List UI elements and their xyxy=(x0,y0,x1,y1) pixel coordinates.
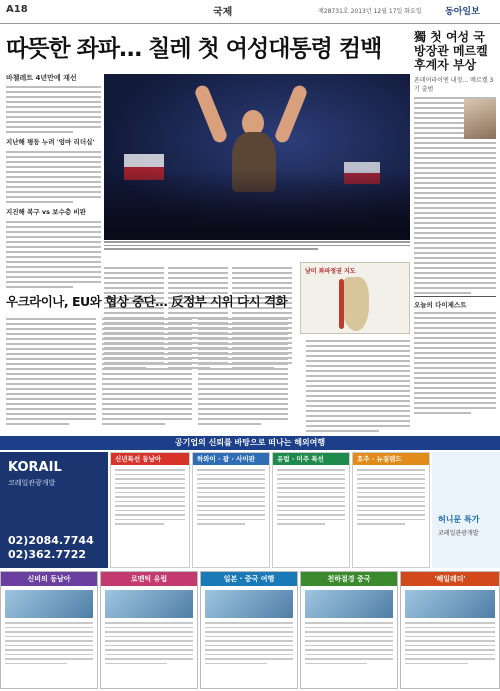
sidebar-headline: 獨 첫 여성 국방장관 메르켈 후계자 부상 xyxy=(414,30,488,72)
bottom-ad[interactable] xyxy=(200,571,298,689)
second-headline: 우크라이나, EU와 협상 중단… 反정부 시위 다시 격화 xyxy=(6,294,288,309)
sidebar-portrait xyxy=(464,99,496,139)
raised-arm xyxy=(193,84,228,145)
ad-photo xyxy=(205,590,293,618)
lead-column-1 xyxy=(6,86,101,291)
ad-panel-title: 호주 · 뉴질랜드 xyxy=(353,453,429,465)
ad-panel[interactable] xyxy=(272,452,350,568)
photo-caption xyxy=(104,241,410,261)
bottom-ad-title: 로맨틱 유럽 xyxy=(101,572,197,586)
page-header xyxy=(0,0,500,24)
honeymoon-sub: 코레일관광개발 xyxy=(438,530,479,537)
body-text xyxy=(6,151,101,203)
ad-photo xyxy=(305,590,393,618)
ad-photo xyxy=(405,590,495,618)
ad-photo xyxy=(5,590,93,618)
second-column-2 xyxy=(102,318,192,428)
second-column-3 xyxy=(198,318,288,428)
korail-subtitle: 코레일관광개발 xyxy=(8,479,56,487)
honeymoon-ad[interactable] xyxy=(432,452,500,568)
ad-panel[interactable] xyxy=(352,452,430,568)
second-column-4 xyxy=(306,340,410,435)
bottom-ad-title: 신비의 동남아 xyxy=(1,572,97,586)
korail-logo: KORAIL xyxy=(8,460,62,475)
second-column-1 xyxy=(6,318,96,428)
lead-headline: 따뜻한 좌파… 칠레 첫 여성대통령 컴백 xyxy=(6,36,382,62)
section-title: 국제 xyxy=(213,7,233,18)
chile-highlight xyxy=(339,279,344,329)
sidebar-story xyxy=(414,30,496,297)
bottom-ad[interactable] xyxy=(100,571,198,689)
bottom-ad-title: 일본 · 중국 여행 xyxy=(201,572,297,586)
lead-photo xyxy=(104,74,410,240)
honeymoon-title: 허니문 특가 xyxy=(438,515,480,524)
ad-panel-title: 유럽 · 미주 특선 xyxy=(273,453,349,465)
ad-panel[interactable] xyxy=(110,452,190,568)
bottom-ad-title: 천하절경 중국 xyxy=(301,572,397,586)
korail-phone-1: 02)2084.7744 xyxy=(8,534,94,547)
sidebar-kicker: 폰데어라이엔 내정… 메르켈 3기 출범 xyxy=(414,77,494,93)
lead-kicker: 바첼레트 4년만에 재선 xyxy=(6,74,77,82)
ad-banner[interactable]: 공기업의 신뢰를 바탕으로 떠나는 해외여행 xyxy=(0,436,500,450)
lead-subhead-2: 지진해 복구 vs 보수층 비판 xyxy=(6,208,86,216)
newspaper-logo: 동아일보 xyxy=(445,7,480,17)
crowd-silhouette xyxy=(104,170,410,240)
bottom-ad-title: '해일레더' xyxy=(401,572,499,586)
ad-panel[interactable] xyxy=(192,452,270,568)
body-text xyxy=(6,221,101,288)
map-graphic xyxy=(300,262,410,334)
digest-title: 오늘의 다이제스트 xyxy=(414,301,467,309)
ad-panel-title: 하와이 · 괌 · 사이판 xyxy=(193,453,269,465)
ad-photo xyxy=(105,590,193,618)
issue-date: 제28731호 2013년 12월 17일 화요일 xyxy=(318,8,422,15)
bottom-ad[interactable] xyxy=(300,571,398,689)
bottom-ad[interactable] xyxy=(0,571,98,689)
body-text xyxy=(6,86,101,133)
page-number: A18 xyxy=(6,4,28,15)
korail-phone-2: 02)362.7722 xyxy=(8,548,87,561)
lead-subhead-1: 지난해 평등 누려 '엄마 리더십' xyxy=(6,138,95,146)
korail-ad[interactable] xyxy=(0,452,108,568)
digest-box xyxy=(414,290,496,417)
map-title: 남미 좌파정권 지도 xyxy=(305,268,356,275)
south-america-map xyxy=(341,277,369,331)
ad-panel-title: 신년특선 동남아 xyxy=(111,453,189,465)
raised-arm xyxy=(273,84,308,145)
bottom-ad[interactable] xyxy=(400,571,500,689)
